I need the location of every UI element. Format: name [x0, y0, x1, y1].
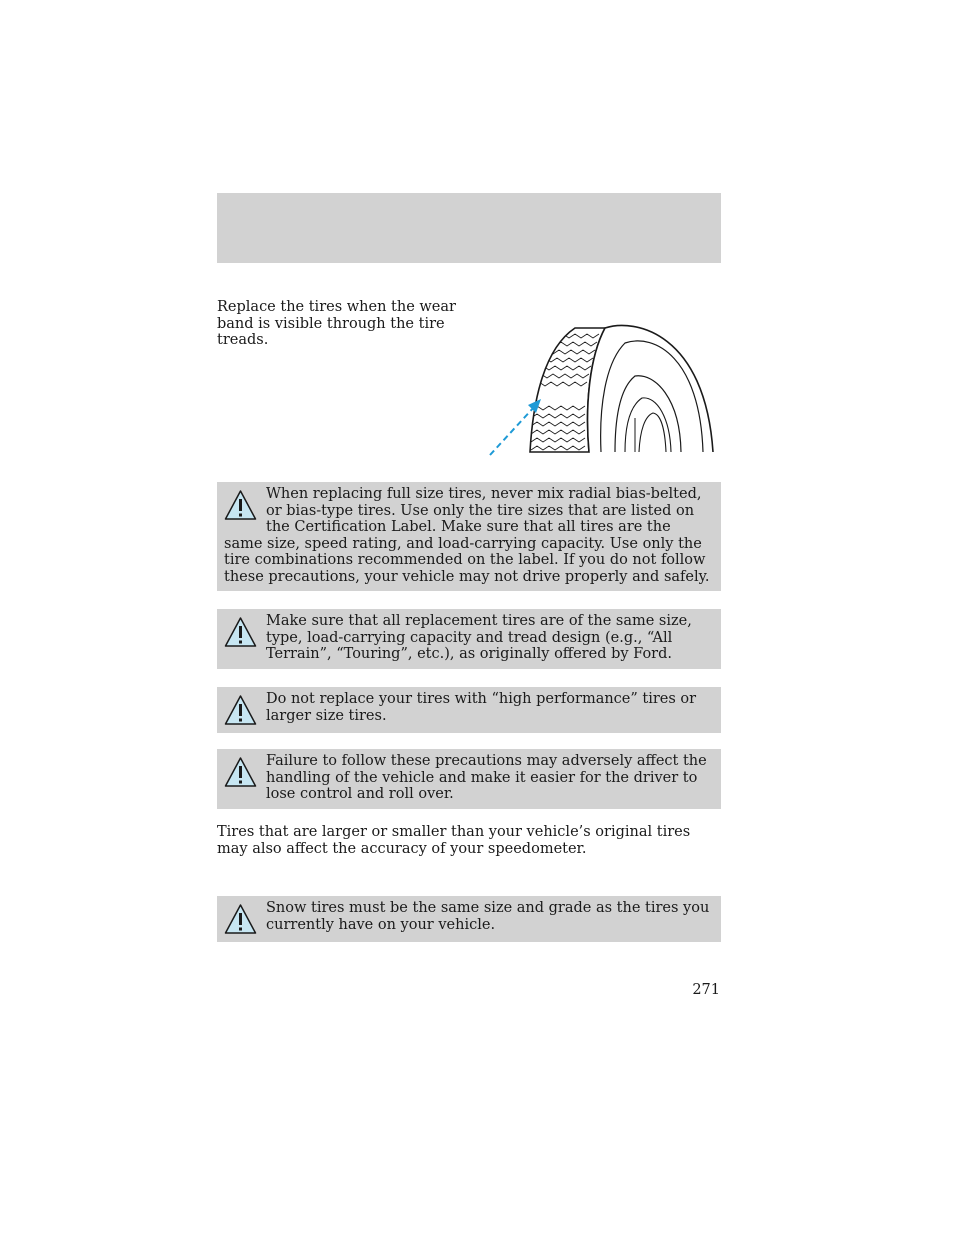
- section-header-band: [217, 193, 721, 263]
- intro-paragraph: Replace the tires when the wear band is visible through the tire treads.: [217, 299, 456, 348]
- warning-box-high-performance: [217, 687, 721, 733]
- warning-text: When replacing full size tires, never mix radial bias-belted, or bias-type tires. Use only the tire sizes that are listed on the Certification Label. Make sure that all tires are the same size, speed rating, and load-carrying capacity. Use only the tire combinations recommended on the label. If you do not follow these precautions, your vehicle may not drive properly and safely.: [224, 486, 710, 585]
- warning-triangle-icon: [224, 616, 257, 649]
- warning-text: Snow tires must be the same size and grade as the tires you currently have on your vehicle.: [266, 900, 710, 933]
- warning-text: Do not replace your tires with “high performance” tires or larger size tires.: [266, 691, 697, 724]
- warning-box-rollover: [217, 749, 721, 809]
- warning-text: Make sure that all replacement tires are of the same size, type, load-carrying capacity and tread design (e.g., “All Terrain”, “Touring”, etc.), as originally offered by Ford.: [266, 613, 692, 662]
- warning-triangle-icon: [224, 489, 257, 522]
- warning-triangle-icon: [224, 903, 257, 936]
- warning-box-snow-tires: [217, 896, 721, 942]
- warning-text: Failure to follow these precautions may adversely affect the handling of the vehicle and make it easier for the driver to lose control and roll over.: [266, 753, 707, 802]
- tire-wear-band-illustration: [485, 318, 721, 460]
- warning-triangle-icon: [224, 694, 257, 727]
- page-number: 271: [692, 982, 720, 998]
- warning-box-mixing-tires: [217, 482, 721, 591]
- tire-wear-illustration: [485, 318, 721, 460]
- speedometer-note: Tires that are larger or smaller than your vehicle’s original tires may also affect the accuracy of your speedometer.: [217, 824, 691, 857]
- warning-triangle-icon: [224, 756, 257, 789]
- warning-box-replacement-tires: [217, 609, 721, 669]
